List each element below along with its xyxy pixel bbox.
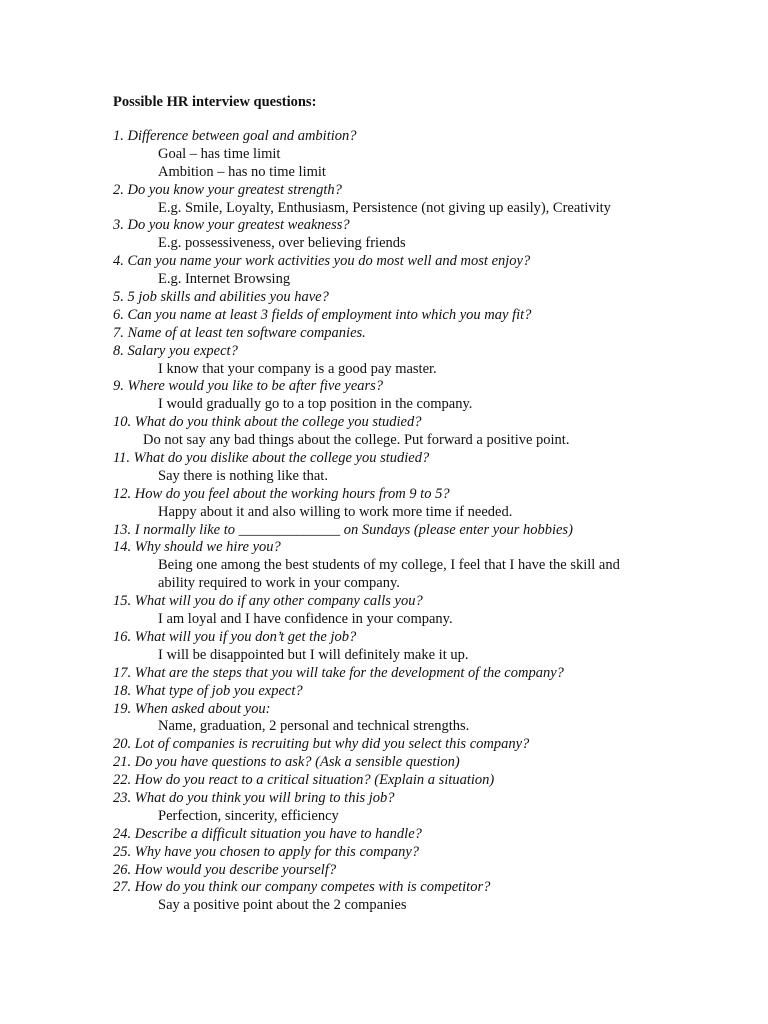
answer-line: E.g. possessiveness, over believing friends [158,235,406,252]
question-line: 15. What will you do if any other company calls you? [113,593,423,610]
answer-line: ability required to work in your company. [158,575,400,592]
question-line: 5. 5 job skills and abilities you have? [113,289,329,306]
question-line: 12. How do you feel about the working hours from 9 to 5? [113,485,450,502]
answer-line: Happy about it and also willing to work more time if needed. [158,503,513,520]
answer-line: E.g. Internet Browsing [158,271,291,288]
question-line: 23. What do you think you will bring to this job? [113,789,395,806]
answer-line: E.g. Smile, Loyalty, Enthusiasm, Persistence (not giving up easily), Creativity [158,199,611,216]
question-line: 10. What do you think about the college you studied? [113,414,422,431]
question-line: 2. Do you know your greatest strength? [113,181,342,198]
answer-line: I know that your company is a good pay master. [158,360,437,377]
question-line: 26. How would you describe yourself? [113,861,337,878]
question-line: 20. Lot of companies is recruiting but why did you select this company? [113,736,530,753]
question-line: 3. Do you know your greatest weakness? [113,217,350,234]
answer-line: I would gradually go to a top position in the company. [158,396,473,413]
answer-line: Being one among the best students of my college, I feel that I have the skill and [158,557,620,574]
answer-line: Ambition – has no time limit [158,163,326,180]
page-title: Possible HR interview questions: [113,94,317,110]
question-list [113,128,753,915]
answer-line: I am loyal and I have confidence in your company. [158,611,453,628]
question-line: 24. Describe a difficult situation you have to handle? [113,825,422,842]
answer-line: Say a positive point about the 2 companies [158,897,407,914]
question-line: 22. How do you react to a critical situation? (Explain a situation) [113,772,495,789]
question-line: 9. Where would you like to be after five years? [113,378,384,395]
question-line: 7. Name of at least ten software companies. [113,324,366,341]
answer-line: Goal – has time limit [158,145,281,162]
answer-line: Name, graduation, 2 personal and technical strengths. [158,718,470,735]
question-line: 11. What do you dislike about the college you studied? [113,450,430,467]
question-line: 21. Do you have questions to ask? (Ask a sensible question) [113,754,460,771]
answer-line: Perfection, sincerity, efficiency [158,807,339,824]
question-line: 6. Can you name at least 3 fields of employment into which you may fit? [113,306,532,323]
question-line: 4. Can you name your work activities you do most well and most enjoy? [113,253,531,270]
question-line: 25. Why have you chosen to apply for this company? [113,843,420,860]
question-line: 16. What will you if you don’t get the job? [113,628,357,645]
question-line: 18. What type of job you expect? [113,682,303,699]
answer-line: I will be disappointed but I will definitely make it up. [158,646,469,663]
question-line: 8. Salary you expect? [113,342,238,359]
question-line: 14. Why should we hire you? [113,539,281,556]
question-line: 1. Difference between goal and ambition? [113,128,357,144]
question-line: 13. I normally like to ______________ on Sundays (please enter your hobbies) [113,521,573,538]
question-line: 19. When asked about you: [113,700,271,717]
question-line: 27. How do you think our company competes with is competitor? [113,879,491,896]
question-line: 17. What are the steps that you will take for the development of the company? [113,664,564,681]
answer-line: Say there is nothing like that. [158,467,328,484]
answer-line: Do not say any bad things about the college. Put forward a positive point. [143,432,570,449]
